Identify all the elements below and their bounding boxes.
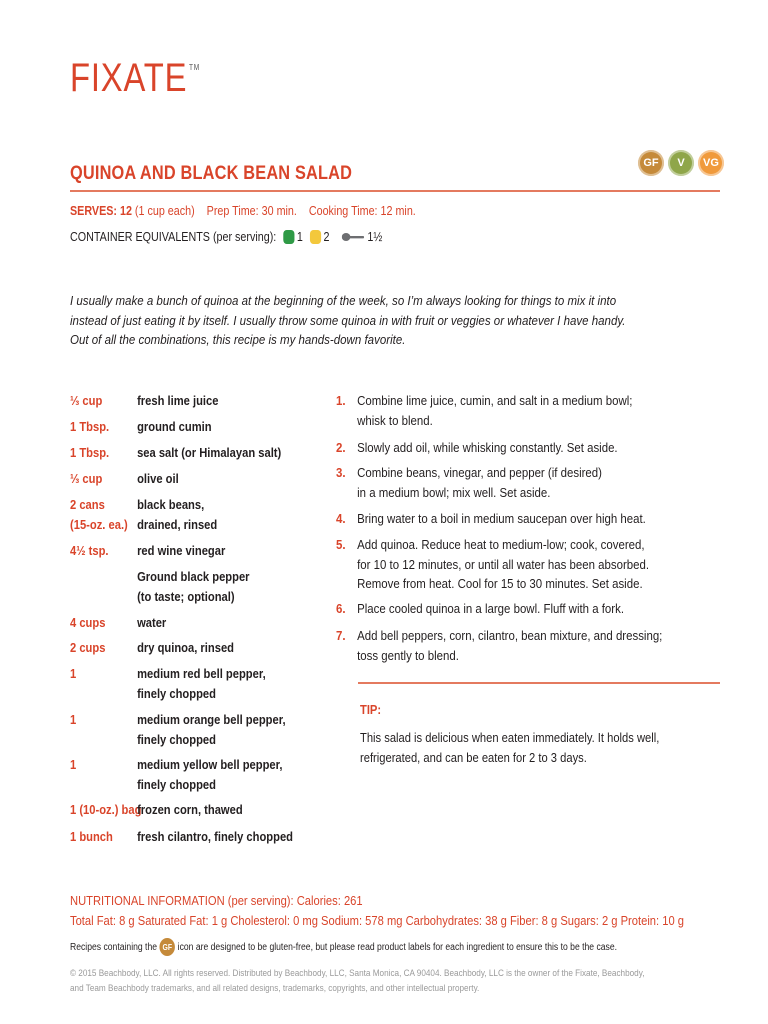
vegan-badge-icon: VG: [698, 150, 724, 176]
yellow-container-icon: [310, 230, 321, 244]
gluten-free-icon: GF: [160, 938, 175, 956]
nutrition-facts: Total Fat: 8 g Saturated Fat: 1 g Cholesterol: 0 mg Sodium: 578 mg Carbohydrates: 38 g Fiber: 8 g Sugars: 2 g Protein: 10 g: [70, 913, 684, 928]
serving-info: SERVES: 12 (1 cup each) Prep Time: 30 min. Cooking Time: 12 min.: [70, 204, 416, 218]
container-equivalents: CONTAINER EQUIVALENTS (per serving): 1 2 1½: [70, 230, 383, 244]
copyright-notice: © 2015 Beachbody, LLC. All rights reserved. Distributed by Beachbody, LLC, Santa Monica, CA 90404. Beachbody, LLC is the owner of the Fixate, Beachbody, and Team Beachbody trademarks, and all related designs, trademarks, copyrights, and other intellectual property.: [70, 968, 645, 994]
green-container-icon: [283, 230, 294, 244]
tip-text: This salad is delicious when eaten immediately. It holds well, refrigerated, and can be eaten for 2 to 3 days.: [360, 730, 660, 765]
tip-divider: [358, 682, 720, 684]
brand-logo: FIXATE ™: [70, 56, 201, 100]
tip-heading: TIP:: [360, 702, 382, 717]
recipe-intro: I usually make a bunch of quinoa at the beginning of the week, so I’m always looking for things to mix it into instead of just eating it by itself. I usually throw some quinoa in with fruit or veggies or whatever I have handy. Out of all the combinations, this recipe is my hands-down favorite.: [70, 293, 626, 347]
gluten-free-note: Recipes containing the GF icon are designed to be gluten-free, but please read product labels for each ingredient to ensure this to be the case.: [70, 938, 617, 956]
vegetarian-badge-icon: V: [668, 150, 694, 176]
teaspoon-icon: [342, 232, 364, 242]
gluten-free-badge-icon: GF: [638, 150, 664, 176]
nutrition-heading: NUTRITIONAL INFORMATION (per serving): Calories: 261: [70, 893, 363, 908]
recipe-title: QUINOA AND BLACK BEAN SALAD: [70, 163, 353, 184]
title-divider: [70, 190, 720, 192]
